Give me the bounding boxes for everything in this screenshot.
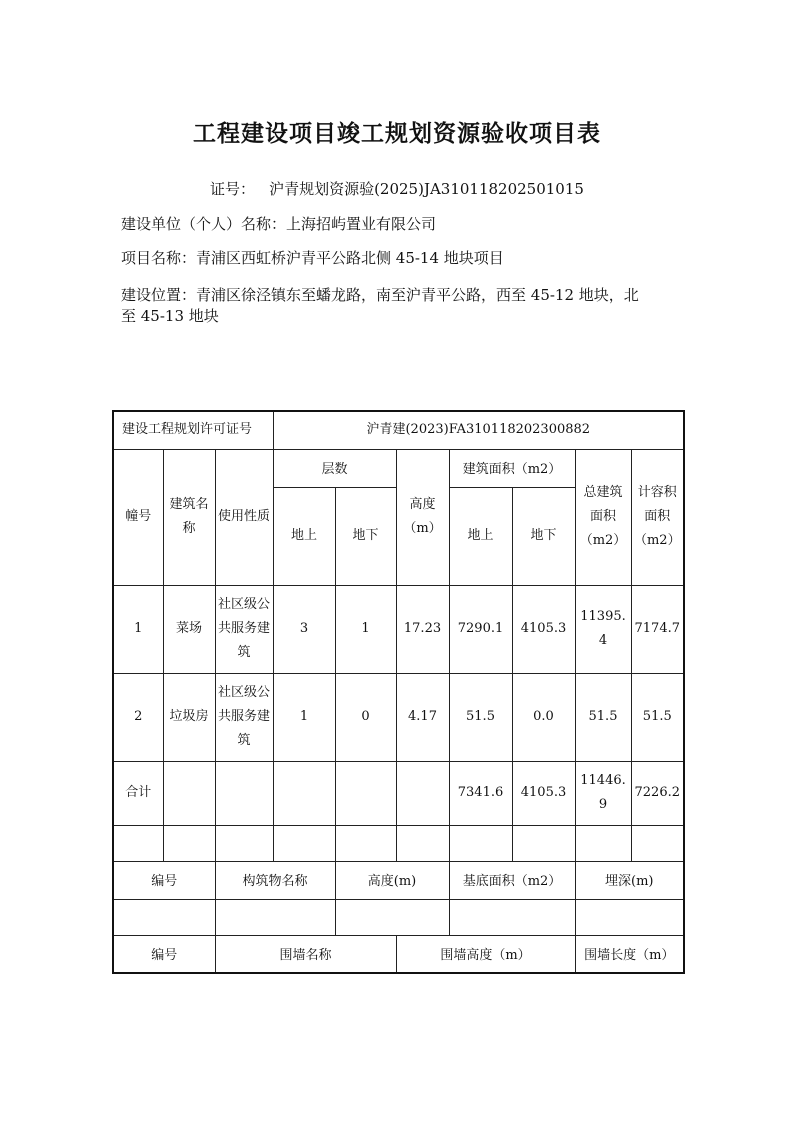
certificate-label: 证号： xyxy=(210,180,256,198)
table-row xyxy=(113,585,684,673)
cell-area-below: 4105.3 xyxy=(512,585,575,673)
empty-cell xyxy=(273,825,335,861)
location-line-2: 至 45-13 地块 xyxy=(121,307,219,325)
cell-no: 1 xyxy=(113,585,163,673)
empty-cell xyxy=(575,825,631,861)
certificate-value: 沪青规划资源验(2025)JA310118202501015 xyxy=(269,180,584,198)
cell-use: 社区级公共服务建筑 xyxy=(215,585,273,673)
structures-depth-header: 埋深(m) xyxy=(575,861,684,899)
cell-floors-above: 1 xyxy=(273,673,335,761)
empty-cell xyxy=(575,899,684,935)
structures-no-header: 编号 xyxy=(113,861,215,899)
header-area: 建筑面积（m2） xyxy=(449,449,575,487)
empty-cell xyxy=(215,761,273,825)
header-building-name: 建筑名称 xyxy=(163,449,215,585)
page-title: 工程建设项目竣工规划资源验收项目表 xyxy=(193,120,601,147)
cell-height: 17.23 xyxy=(396,585,449,673)
empty-cell xyxy=(215,899,335,935)
location-line-1: 建设位置：青浦区徐泾镇东至蟠龙路，南至沪青平公路，西至 45-12 地块，北 xyxy=(121,286,639,304)
cell-total: 11395.4 xyxy=(575,585,631,673)
header-floors: 层数 xyxy=(273,449,396,487)
structures-name-header: 构筑物名称 xyxy=(215,861,335,899)
cell-floors-below: 1 xyxy=(335,585,396,673)
header-area-above: 地上 xyxy=(449,487,512,585)
cell-floors-above: 3 xyxy=(273,585,335,673)
cell-total: 51.5 xyxy=(575,673,631,761)
empty-cell xyxy=(396,761,449,825)
header-total-area: 总建筑面积（m2） xyxy=(575,449,631,585)
empty-cell xyxy=(396,825,449,861)
total-area-above: 7341.6 xyxy=(449,761,512,825)
structures-base-area-header: 基底面积（m2） xyxy=(449,861,575,899)
wall-no-header: 编号 xyxy=(113,935,215,973)
structures-empty-row xyxy=(113,899,684,935)
header-use: 使用性质 xyxy=(215,449,273,585)
wall-header-row xyxy=(113,935,684,973)
cell-height: 4.17 xyxy=(396,673,449,761)
empty-cell xyxy=(335,899,449,935)
cell-floors-below: 0 xyxy=(335,673,396,761)
cell-area-above: 51.5 xyxy=(449,673,512,761)
total-label: 合计 xyxy=(113,761,163,825)
structures-header-row xyxy=(113,861,684,899)
empty-cell xyxy=(215,825,273,861)
empty-cell xyxy=(512,825,575,861)
header-far-area: 计容积面积（m2） xyxy=(631,449,684,585)
total-row xyxy=(113,761,684,825)
empty-cell xyxy=(449,825,512,861)
empty-cell xyxy=(449,899,575,935)
header-floors-below: 地下 xyxy=(335,487,396,585)
project-name: 项目名称：青浦区西虹桥沪青平公路北侧 45-14 地块项目 xyxy=(121,249,504,267)
structures-height-header: 高度(m) xyxy=(335,861,449,899)
cell-name: 菜场 xyxy=(163,585,215,673)
empty-cell xyxy=(163,825,215,861)
acceptance-table xyxy=(112,410,685,974)
permit-label: 建设工程规划许可证号 xyxy=(113,411,273,449)
total-far: 7226.2 xyxy=(631,761,684,825)
cell-name: 垃圾房 xyxy=(163,673,215,761)
empty-cell xyxy=(113,825,163,861)
empty-cell xyxy=(631,825,684,861)
cell-no: 2 xyxy=(113,673,163,761)
empty-row xyxy=(113,825,684,861)
builder-name: 建设单位（个人）名称：上海招屿置业有限公司 xyxy=(121,215,437,233)
cell-far: 7174.7 xyxy=(631,585,684,673)
header-height: 高度（m） xyxy=(396,449,449,585)
total-area-below: 4105.3 xyxy=(512,761,575,825)
permit-value: 沪青建(2023)FA310118202300882 xyxy=(273,411,684,449)
empty-cell xyxy=(113,899,215,935)
cell-area-above: 7290.1 xyxy=(449,585,512,673)
wall-height-header: 围墙高度（m） xyxy=(396,935,575,973)
certificate-number xyxy=(0,178,794,199)
cell-use: 社区级公共服务建筑 xyxy=(215,673,273,761)
empty-cell xyxy=(335,761,396,825)
table-row xyxy=(113,673,684,761)
header-building-no: 幢号 xyxy=(113,449,163,585)
empty-cell xyxy=(335,825,396,861)
cell-far: 51.5 xyxy=(631,673,684,761)
header-floors-above: 地上 xyxy=(273,487,335,585)
wall-name-header: 围墙名称 xyxy=(215,935,396,973)
empty-cell xyxy=(273,761,335,825)
total-total: 11446.9 xyxy=(575,761,631,825)
empty-cell xyxy=(163,761,215,825)
wall-length-header: 围墙长度（m） xyxy=(575,935,684,973)
header-area-below: 地下 xyxy=(512,487,575,585)
cell-area-below: 0.0 xyxy=(512,673,575,761)
